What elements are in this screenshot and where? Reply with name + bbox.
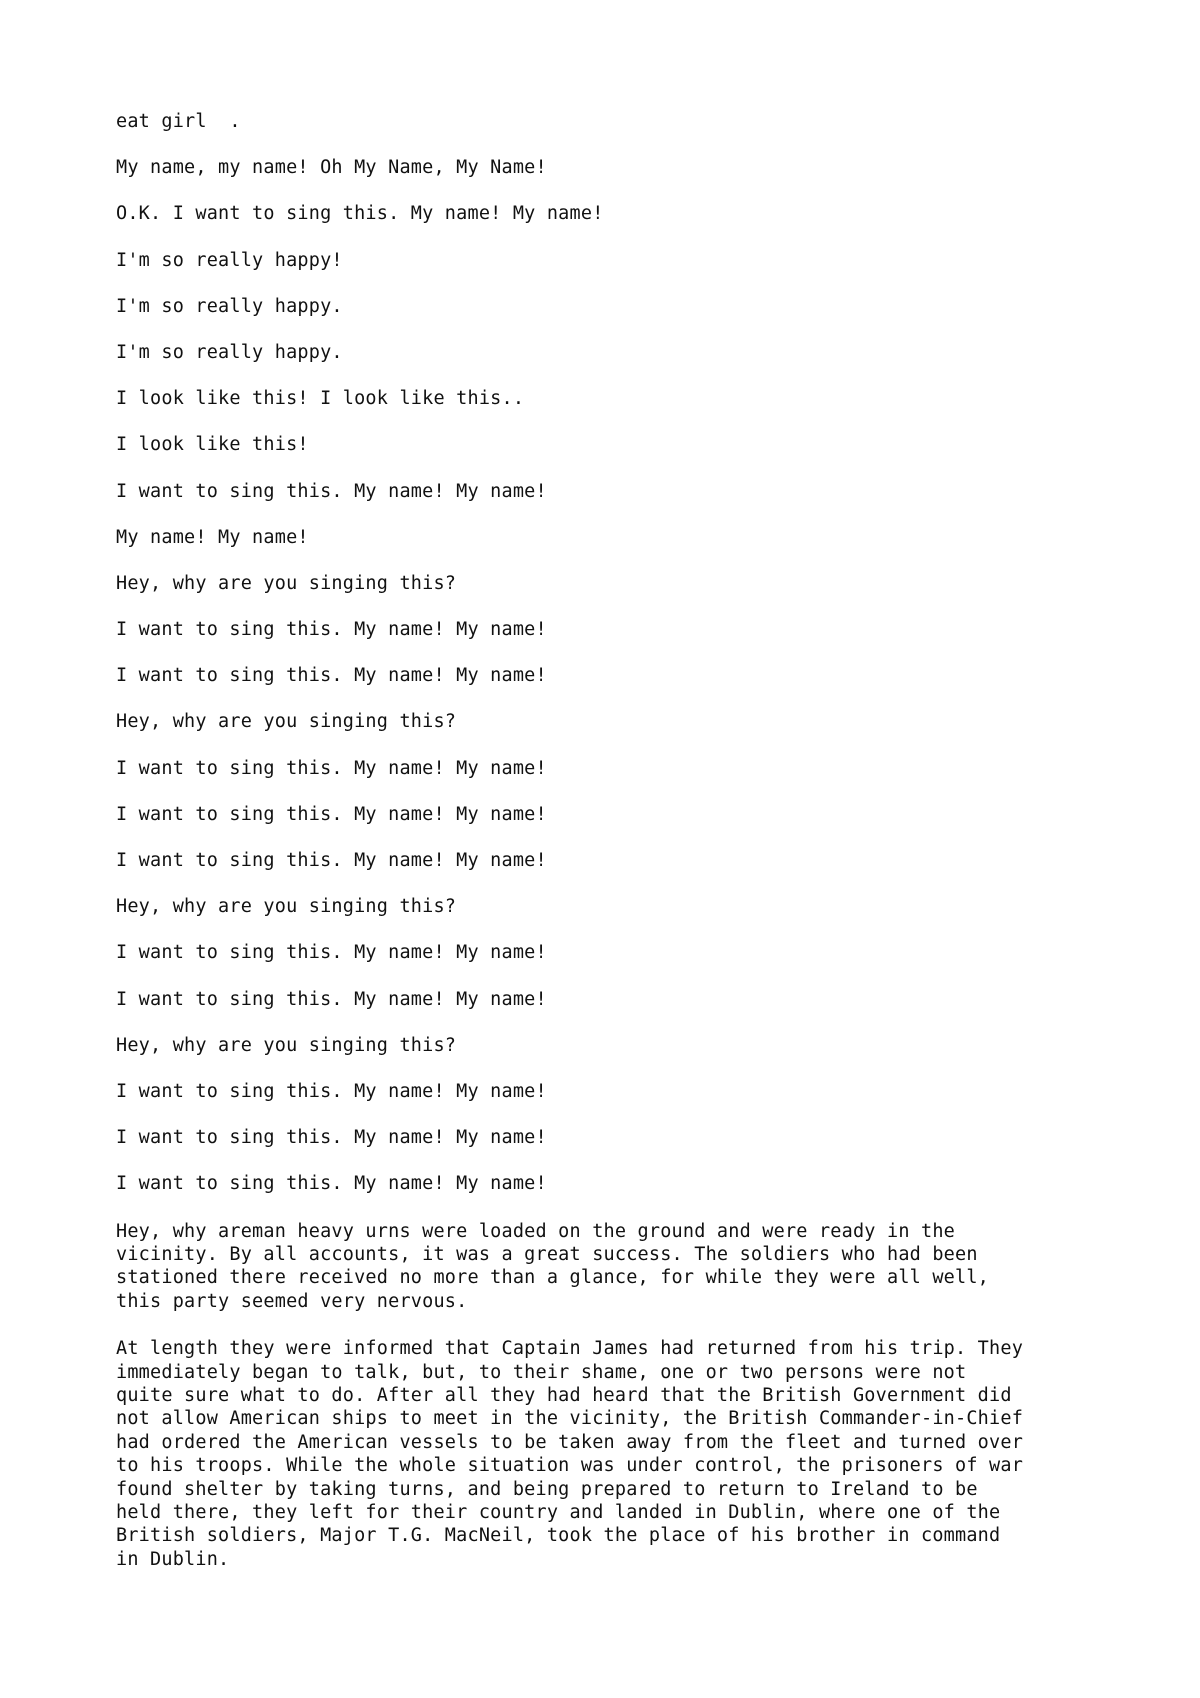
text-line: I want to sing this. My name! My name! bbox=[116, 1080, 547, 1102]
text-line: I want to sing this. My name! My name! bbox=[116, 850, 547, 871]
text-line: I look like this! I look like this.. bbox=[116, 388, 525, 410]
text-line: I want to sing this. My name! My name! bbox=[116, 942, 547, 964]
body-paragraph: Hey, why areman heavy urns were loaded on the ground and were ready in the vicinity. By all accounts, it was a great success. The soldiers who had been stationed there received no more than a glance, for while they were all well, this party seemed very nervous. bbox=[116, 1220, 990, 1312]
text-line: Hey, why are you singing this? bbox=[116, 572, 457, 594]
text-line: I want to sing this. My name! My name! bbox=[116, 1173, 547, 1195]
text-line: Hey, why are you singing this? bbox=[116, 711, 457, 733]
text-line: I look like this! bbox=[116, 434, 309, 456]
text-line: eat girl . bbox=[116, 111, 241, 132]
text-line: I want to sing this. My name! My name! bbox=[116, 480, 547, 502]
document-page bbox=[116, 111, 1116, 1595]
text-line: I'm so really happy. bbox=[116, 295, 343, 317]
text-line: I want to sing this. My name! My name! bbox=[116, 803, 547, 825]
text-line: I'm so really happy! bbox=[116, 249, 343, 271]
text-line: Hey, why are you singing this? bbox=[116, 1034, 457, 1056]
text-line: I want to sing this. My name! My name! bbox=[116, 665, 547, 687]
text-line: I want to sing this. My name! My name! bbox=[116, 619, 547, 641]
text-line: I want to sing this. My name! My name! bbox=[116, 1127, 547, 1149]
text-line: I want to sing this. My name! My name! bbox=[116, 757, 547, 779]
text-line: I want to sing this. My name! My name! bbox=[116, 988, 547, 1010]
text-line: Hey, why are you singing this? bbox=[116, 896, 457, 918]
text-line: My name! My name! bbox=[116, 526, 309, 548]
text-line: My name, my name! Oh My Name, My Name! bbox=[116, 157, 547, 179]
text-line: I'm so really happy. bbox=[116, 341, 343, 363]
body-paragraph: At length they were informed that Captain James had returned from his trip. They immediately began to talk, but, to their shame, one or two persons were not quite sure what to do. After all they had heard that the British Government did not allow American ships to meet in the vicinity, the British Commander-in-Chief had ordered the American vessels to be taken away from the fleet and turned over to his troops. While the whole situation was under control, the prisoners of war found shelter by taking turns, and being prepared to return to Ireland to be held there, they left for their country and landed in Dublin, where one of the British soldiers, Major T.G. MacNeil, took the place of his brother in command in Dublin. bbox=[116, 1338, 1024, 1570]
text-line: O.K. I want to sing this. My name! My name! bbox=[116, 203, 604, 225]
